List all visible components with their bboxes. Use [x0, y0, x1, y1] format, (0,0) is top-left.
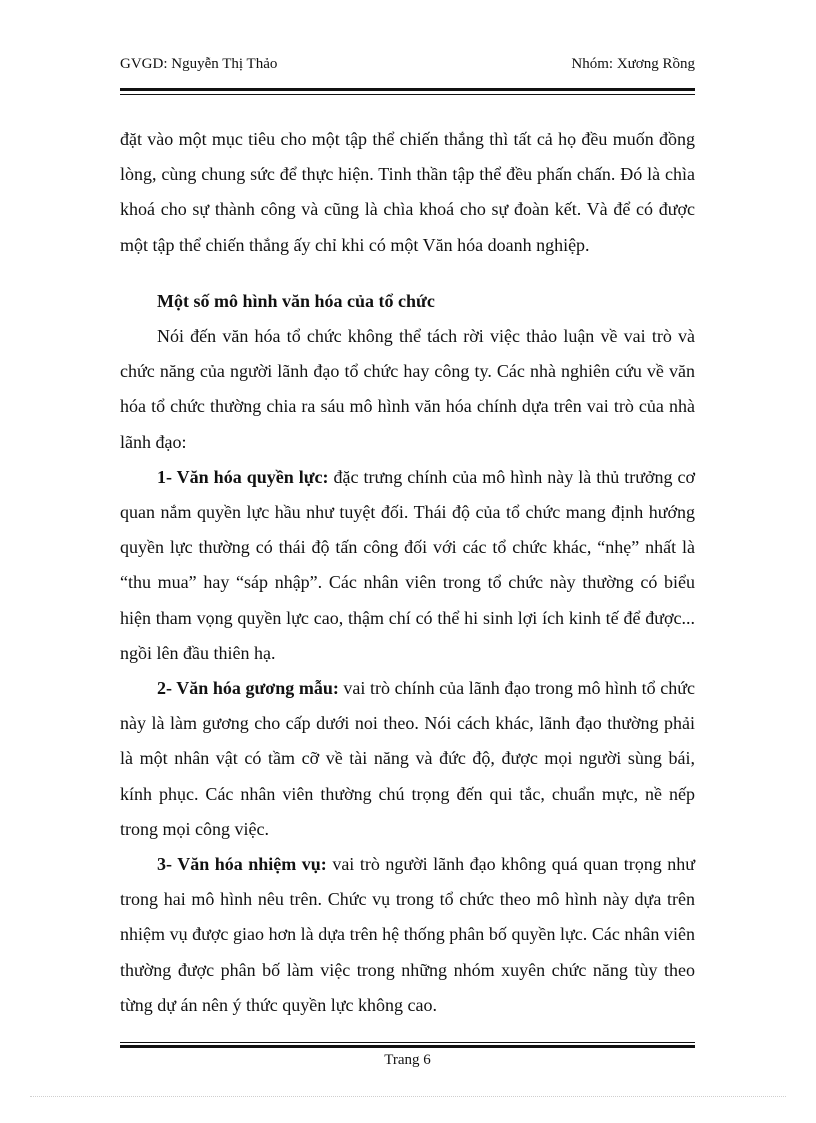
header-rule-thick — [120, 88, 695, 91]
footer-rule-thin — [120, 1042, 695, 1043]
page-bottom-divider — [30, 1096, 786, 1097]
item-title: 3- Văn hóa nhiệm vụ: — [157, 854, 327, 875]
document-body — [120, 122, 695, 1023]
header-rule-thin — [120, 94, 695, 95]
section-heading: Một số mô hình văn hóa của tổ chức — [157, 290, 435, 311]
footer-rule-thick — [120, 1045, 695, 1048]
header-group: Nhóm: Xương Rồng — [571, 55, 695, 72]
item-title: 1- Văn hóa quyền lực: — [157, 466, 329, 487]
header-teacher: GVGD: Nguyễn Thị Thảo — [120, 55, 278, 72]
item-title: 2- Văn hóa gương mẫu: — [157, 678, 339, 699]
page-number: Trang 6 — [384, 1052, 431, 1068]
page-header — [120, 52, 695, 76]
paragraph-continuation: đặt vào một mục tiêu cho một tập thể chiến thắng thì tất cả họ đều muốn đồng lòng, cùng chung sức để thực hiện. Tinh thần tập thể đều phấn chấn. Đó là chìa khoá cho sự thành công và cũng là chìa khoá cho sự đoàn kết. Và để có được một tập thể chiến thắng ấy chỉ khi có một Văn hóa doanh nghiệp. — [120, 129, 695, 255]
paragraph-intro: Nói đến văn hóa tổ chức không thể tách rời việc thảo luận về vai trò và chức năng của người lãnh đạo tổ chức hay công ty. Các nhà nghiên cứu về văn hóa tổ chức thường chia ra sáu mô hình văn hóa chính dựa trên vai trò của nhà lãnh đạo: — [120, 326, 695, 452]
item-text: đặc trưng chính của mô hình này là thủ trưởng cơ quan nắm quyền lực hầu như tuyệt đối. Thái độ của tổ chức mang định hướng quyền lực thường có thái độ tấn công đối với các tổ chức khác, “nhẹ” nhất là “thu mua” hay “sáp nhập”. Các nhân viên trong tổ chức này thường có biểu hiện tham vọng quyền lực cao, thậm chí có thể hi sinh lợi ích kinh tế để được... ngồi lên đầu thiên hạ. — [120, 466, 695, 663]
list-item-power-culture — [120, 460, 695, 671]
item-text: vai trò người lãnh đạo không quá quan trọng như trong hai mô hình nêu trên. Chức vụ trong tổ chức theo mô hình này dựa trên nhiệm vụ được giao hơn là dựa trên hệ thống phân bố quyền lực. Các nhân viên thường được phân bố làm việc trong những nhóm xuyên chức năng tùy theo từng dự án nên ý thức quyền lực không cao. — [120, 854, 695, 1015]
item-text: vai trò chính của lãnh đạo trong mô hình tổ chức này là làm gương cho cấp dưới noi theo. Nói cách khác, lãnh đạo thường phải là một nhân vật có tầm cỡ về tài năng và đức độ, được mọi người sùng bái, kính phục. Các nhân viên thường chú trọng đến qui tắc, chuẩn mực, nề nếp trong mọi công việc. — [120, 678, 696, 839]
list-item-task-culture — [120, 847, 695, 1023]
list-item-role-model-culture — [120, 671, 695, 847]
